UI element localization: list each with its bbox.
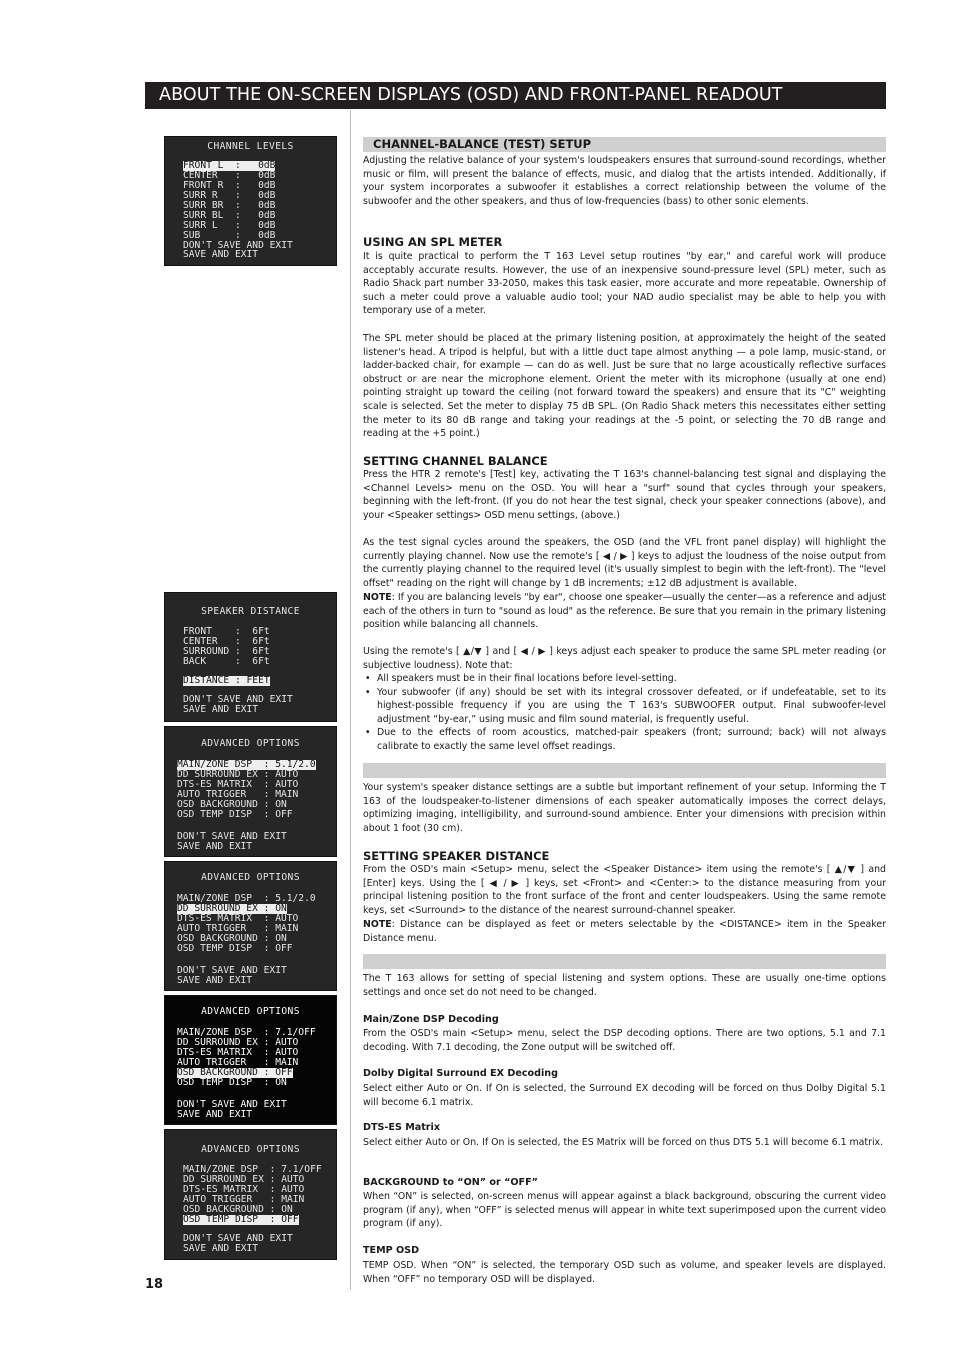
- osd-row: MAIN/ZONE DSP : 5.1/2.0: [177, 759, 316, 770]
- osd-advanced-options: [164, 995, 337, 1125]
- list-item: • Your subwoofer (if any) should be set with its integral crossover defeated, or if undefeatable, set to its highest-possible frequency if you are using the T 163's SUBWOOFER output. Final subwoofer-level adjustment “by-ear,” using music and film sound material, is frequently useful.: [363, 686, 886, 727]
- osd-row: DON'T SAVE AND EXIT: [177, 965, 287, 976]
- dts-paragraph: Select either Auto or On. If On is selected, the ES Matrix will be forced on thus DTS 5.1 will become 6.1 matrix.: [363, 1137, 884, 1148]
- osd-row: FRONT : 6Ft: [183, 626, 270, 637]
- osd-row: DON'T SAVE AND EXIT: [177, 1099, 287, 1110]
- osd-row: DON'T SAVE AND EXIT: [183, 694, 293, 705]
- osd-title: ADVANCED OPTIONS: [201, 738, 300, 749]
- osd-row: SURROUND : 6Ft: [183, 646, 270, 657]
- heading-dolby-digital: Dolby Digital Surround EX Decoding: [363, 1068, 558, 1079]
- osd-row: DD SURROUND EX : AUTO: [177, 1037, 299, 1048]
- osd-row: DTS-ES MATRIX : AUTO: [177, 779, 299, 790]
- column-divider: [350, 110, 351, 1290]
- osd-row: CENTER : 0dB: [183, 170, 276, 181]
- osd-row: OSD BACKGROUND : ON: [177, 799, 287, 810]
- osd-advanced-options: [164, 1129, 337, 1260]
- dolby-paragraph: Select either Auto or On. If On is selected, the Surround EX decoding will be forced on thus Dolby Digital 5.1 will become 6.1 matrix.: [363, 1083, 886, 1108]
- osd-row: AUTO TRIGGER : MAIN: [183, 1194, 305, 1205]
- osd-row: OSD TEMP DISP : ON: [177, 1077, 287, 1088]
- osd-row: MAIN/ZONE DSP : 7.1/OFF: [183, 1164, 322, 1175]
- osd-row: SURR BL : 0dB: [183, 210, 276, 221]
- page-header: ABOUT THE ON-SCREEN DISPLAYS (OSD) AND FRONT-PANEL READOUT: [145, 82, 886, 109]
- temp-osd-paragraph: TEMP OSD. When “ON” is selected, the temporary OSD such as volume, and speaker levels are displayed. When “OFF” no temporary OSD will be displayed.: [363, 1260, 886, 1285]
- heading-dts-es: DTS-ES Matrix: [363, 1122, 441, 1133]
- osd-title: ADVANCED OPTIONS: [201, 1006, 300, 1017]
- osd-advanced-options: [164, 726, 337, 857]
- section-bar-advanced: [363, 954, 886, 969]
- balance-note: [363, 591, 886, 632]
- osd-row: AUTO TRIGGER : MAIN: [177, 1057, 299, 1068]
- osd-row: MAIN/ZONE DSP : 5.1/2.0: [177, 893, 316, 904]
- osd-row: BACK : 6Ft: [183, 656, 270, 667]
- osd-row: OSD BACKGROUND : ON: [177, 933, 287, 944]
- osd-row: SURR BR : 0dB: [183, 200, 276, 211]
- advanced-paragraph: The T 163 allows for setting of special listening and system options. These are usually one-time options settings and once set do not need to be changed.: [363, 973, 886, 998]
- osd-title: SPEAKER DISTANCE: [201, 606, 300, 617]
- osd-row: OSD BACKGROUND : OFF: [177, 1067, 293, 1078]
- osd-row: DON'T SAVE AND EXIT: [183, 1233, 293, 1244]
- heading-spl-meter: USING AN SPL METER: [363, 235, 503, 249]
- osd-row: MAIN/ZONE DSP : 7.1/OFF: [177, 1027, 316, 1038]
- spl-paragraph-1: It is quite practical to perform the T 163 Level setup routines "by ear," and careful work will produce acceptably accurate results. However, the use of an inexpensive sound-pressure level (SPL) meter, such as Radio Shack part number 33-2050, makes this task easier, more accurate and more repeatable. Ownership of such a meter could prove a valuable audio tool; your NAD audio specialist may be able to help you with temporary use of a meter.: [363, 251, 886, 317]
- heading-temp-osd: TEMP OSD: [363, 1245, 420, 1256]
- osd-row: SAVE AND EXIT: [177, 1109, 253, 1120]
- osd-row: DON'T SAVE AND EXIT: [177, 831, 287, 842]
- spl-paragraph-2: The SPL meter should be placed at the primary listening position, at approximately the height of the seated listener's head. A tripod is helpful, but with a little duct tape almost anything — a pole lamp, music-stand, or ladder-backed chair, for example — can do as well. Just be sure that no large acoustically reflective surfaces obstruct or are near the microphone element. Orient the meter with its microphone (usually at one end) pointing straight up toward the ceiling (not forward toward the speakers) and ensure that its "C" weighting scale is selected. Set the meter to display 75 dB SPL. (On Radio Shack meters this necessitates either setting the meter to its 80 dB range and taking your readings at the -5 point, or selecting the 70 dB range and reading at the +5 point.): [363, 333, 886, 440]
- osd-row: DON'T SAVE AND EXIT: [183, 240, 293, 251]
- osd-row: DD SURROUND EX : AUTO: [183, 1174, 305, 1185]
- balance-paragraph-2: As the test signal cycles around the speakers, the OSD (and the VFL front panel display) will highlight the currently playing channel. Now use the remote's [ ◀ / ▶ ] keys to adjust the loudness of the noise output from the currently playing channel to the required level (it's usually simplest to begin with the left-front). The "level offset" reading on the right will change by 1 dB increments; ±12 dB adjustment is available.: [363, 537, 886, 589]
- balance-paragraph-1: Press the HTR 2 remote's [Test] key, activating the T 163's channel-balancing test signal and displaying the <Channel Levels> menu on the OSD. You will hear a "surf" sound that cycles through your speakers, beginning with the left-front. (If you do not hear the test signal, check your speaker connections (above), and your <Speaker settings> OSD menu settings, (above.): [363, 469, 886, 521]
- osd-row: DD SURROUND EX : ON: [177, 903, 287, 914]
- osd-advanced-options: [164, 861, 337, 991]
- balance-paragraph-3: Using the remote's [ ▲/▼ ] and [ ◀ / ▶ ] keys adjust each speaker to produce the same SPL meter reading (or subjective loudness). Note that:: [363, 646, 886, 671]
- osd-row: SAVE AND EXIT: [177, 975, 253, 986]
- balance-bullets: [363, 672, 886, 754]
- note-label: NOTE: [363, 592, 392, 603]
- osd-row: OSD TEMP DISP : OFF: [177, 943, 293, 954]
- osd-row: SUB : 0dB: [183, 230, 276, 241]
- distance-paragraph-1: Your system's speaker distance settings are a subtle but important refinement of your setup. Informing the T 163 of the loudspeaker-to-listener dimensions of each speaker automatically imposes the correct delays, optimizing imaging, intelligibility, and surround-sound ambience. Enter your dimensions with precision within about 1 foot (30 cm).: [363, 782, 886, 834]
- osd-row: DTS-ES MATRIX : AUTO: [183, 1184, 305, 1195]
- distance-note: [363, 918, 886, 945]
- osd-row: SAVE AND EXIT: [183, 249, 259, 260]
- osd-row: SAVE AND EXIT: [183, 704, 259, 715]
- osd-row: OSD BACKGROUND : ON: [183, 1204, 293, 1215]
- osd-row: DTS-ES MATRIX : AUTO: [177, 913, 299, 924]
- heading-speaker-distance: SETTING SPEAKER DISTANCE: [363, 849, 550, 863]
- list-item: • Due to the effects of room acoustics, matched-pair speakers (front; surround; back) will not always calibrate to exactly the same level offset readings.: [363, 726, 886, 753]
- page-number: 18: [145, 1277, 164, 1292]
- osd-row: SURR L : 0dB: [183, 220, 276, 231]
- section-title: CHANNEL-BALANCE (TEST) SETUP: [373, 137, 592, 151]
- osd-row: OSD TEMP DISP : OFF: [177, 809, 293, 820]
- note-text: : If you are balancing levels "by ear", choose one speaker—usually the center—as a reference and adjust each of the others in turn to "sound as loud" as the reference. Be sure that you remain in the primary listening position while balancing all channels.: [363, 592, 886, 631]
- heading-channel-balance: SETTING CHANNEL BALANCE: [363, 454, 548, 468]
- osd-row: CENTER : 6Ft: [183, 636, 270, 647]
- osd-title: ADVANCED OPTIONS: [201, 1144, 300, 1155]
- osd-row: DTS-ES MATRIX : AUTO: [177, 1047, 299, 1058]
- osd-row: FRONT L : 0dB: [183, 160, 276, 171]
- section-bar-channel-balance: [363, 137, 886, 152]
- osd-row: OSD TEMP DISP : OFF: [183, 1214, 299, 1225]
- osd-row: DD SURROUND EX : AUTO: [177, 769, 299, 780]
- list-item: • All speakers must be in their final locations before level-setting.: [363, 672, 886, 686]
- osd-row: SAVE AND EXIT: [177, 841, 253, 852]
- osd-row: SAVE AND EXIT: [183, 1243, 259, 1254]
- osd-row: FRONT R : 0dB: [183, 180, 276, 191]
- heading-main-zone: Main/Zone DSP Decoding: [363, 1014, 499, 1025]
- intro-paragraph: Adjusting the relative balance of your system's loudspeakers ensures that surround-sound recordings, whether music or film, will present the balance of effects, music, and dialog that the artists intended. Additionally, if your system incorporates a subwoofer it establishes a correct relationship between the volume of the subwoofer and the other speakers, and thus of low-frequencies (bass) to other sonic elements.: [363, 155, 886, 207]
- note-label: NOTE: [363, 919, 392, 930]
- osd-speaker-distance: [164, 592, 337, 722]
- note-text: : Distance can be displayed as feet or meters selectable by the <DISTANCE> item in the Speaker Distance menu.: [363, 919, 886, 944]
- heading-background: BACKGROUND to “ON” or “OFF”: [363, 1177, 538, 1188]
- osd-row: AUTO TRIGGER : MAIN: [177, 923, 299, 934]
- distance-paragraph-2: From the OSD's main <Setup> menu, select the <Speaker Distance> item using the remote's [ ▲/▼ ] and [Enter] keys. Using the [ ◀ / ▶ ] keys, set <Front> and <Center:> to the distance measuring from your principal listening position to the front surface of the front and center loudspeakers. Using the same remote keys, set <Surround> to the distance of the nearest surround-channel speaker.: [363, 864, 886, 916]
- background-paragraph: When “ON” is selected, on-screen menus will appear against a black background, obscuring the current video program (if any), when “OFF” is selected menus will appear in white text superimposed upon the current video program (if any).: [363, 1191, 886, 1230]
- osd-row: AUTO TRIGGER : MAIN: [177, 789, 299, 800]
- osd-title: ADVANCED OPTIONS: [201, 872, 300, 883]
- section-bar-distance: [363, 763, 886, 778]
- main-zone-paragraph: From the OSD's main <Setup> menu, select the DSP decoding options. There are two options, 5.1 and 7.1 decoding. With 7.1 decoding, the Zone output will be switched off.: [363, 1028, 886, 1053]
- osd-row: SURR R : 0dB: [183, 190, 276, 201]
- osd-row: DISTANCE : FEET: [183, 675, 270, 686]
- osd-channel-levels: [164, 136, 337, 266]
- osd-title: CHANNEL LEVELS: [207, 141, 294, 152]
